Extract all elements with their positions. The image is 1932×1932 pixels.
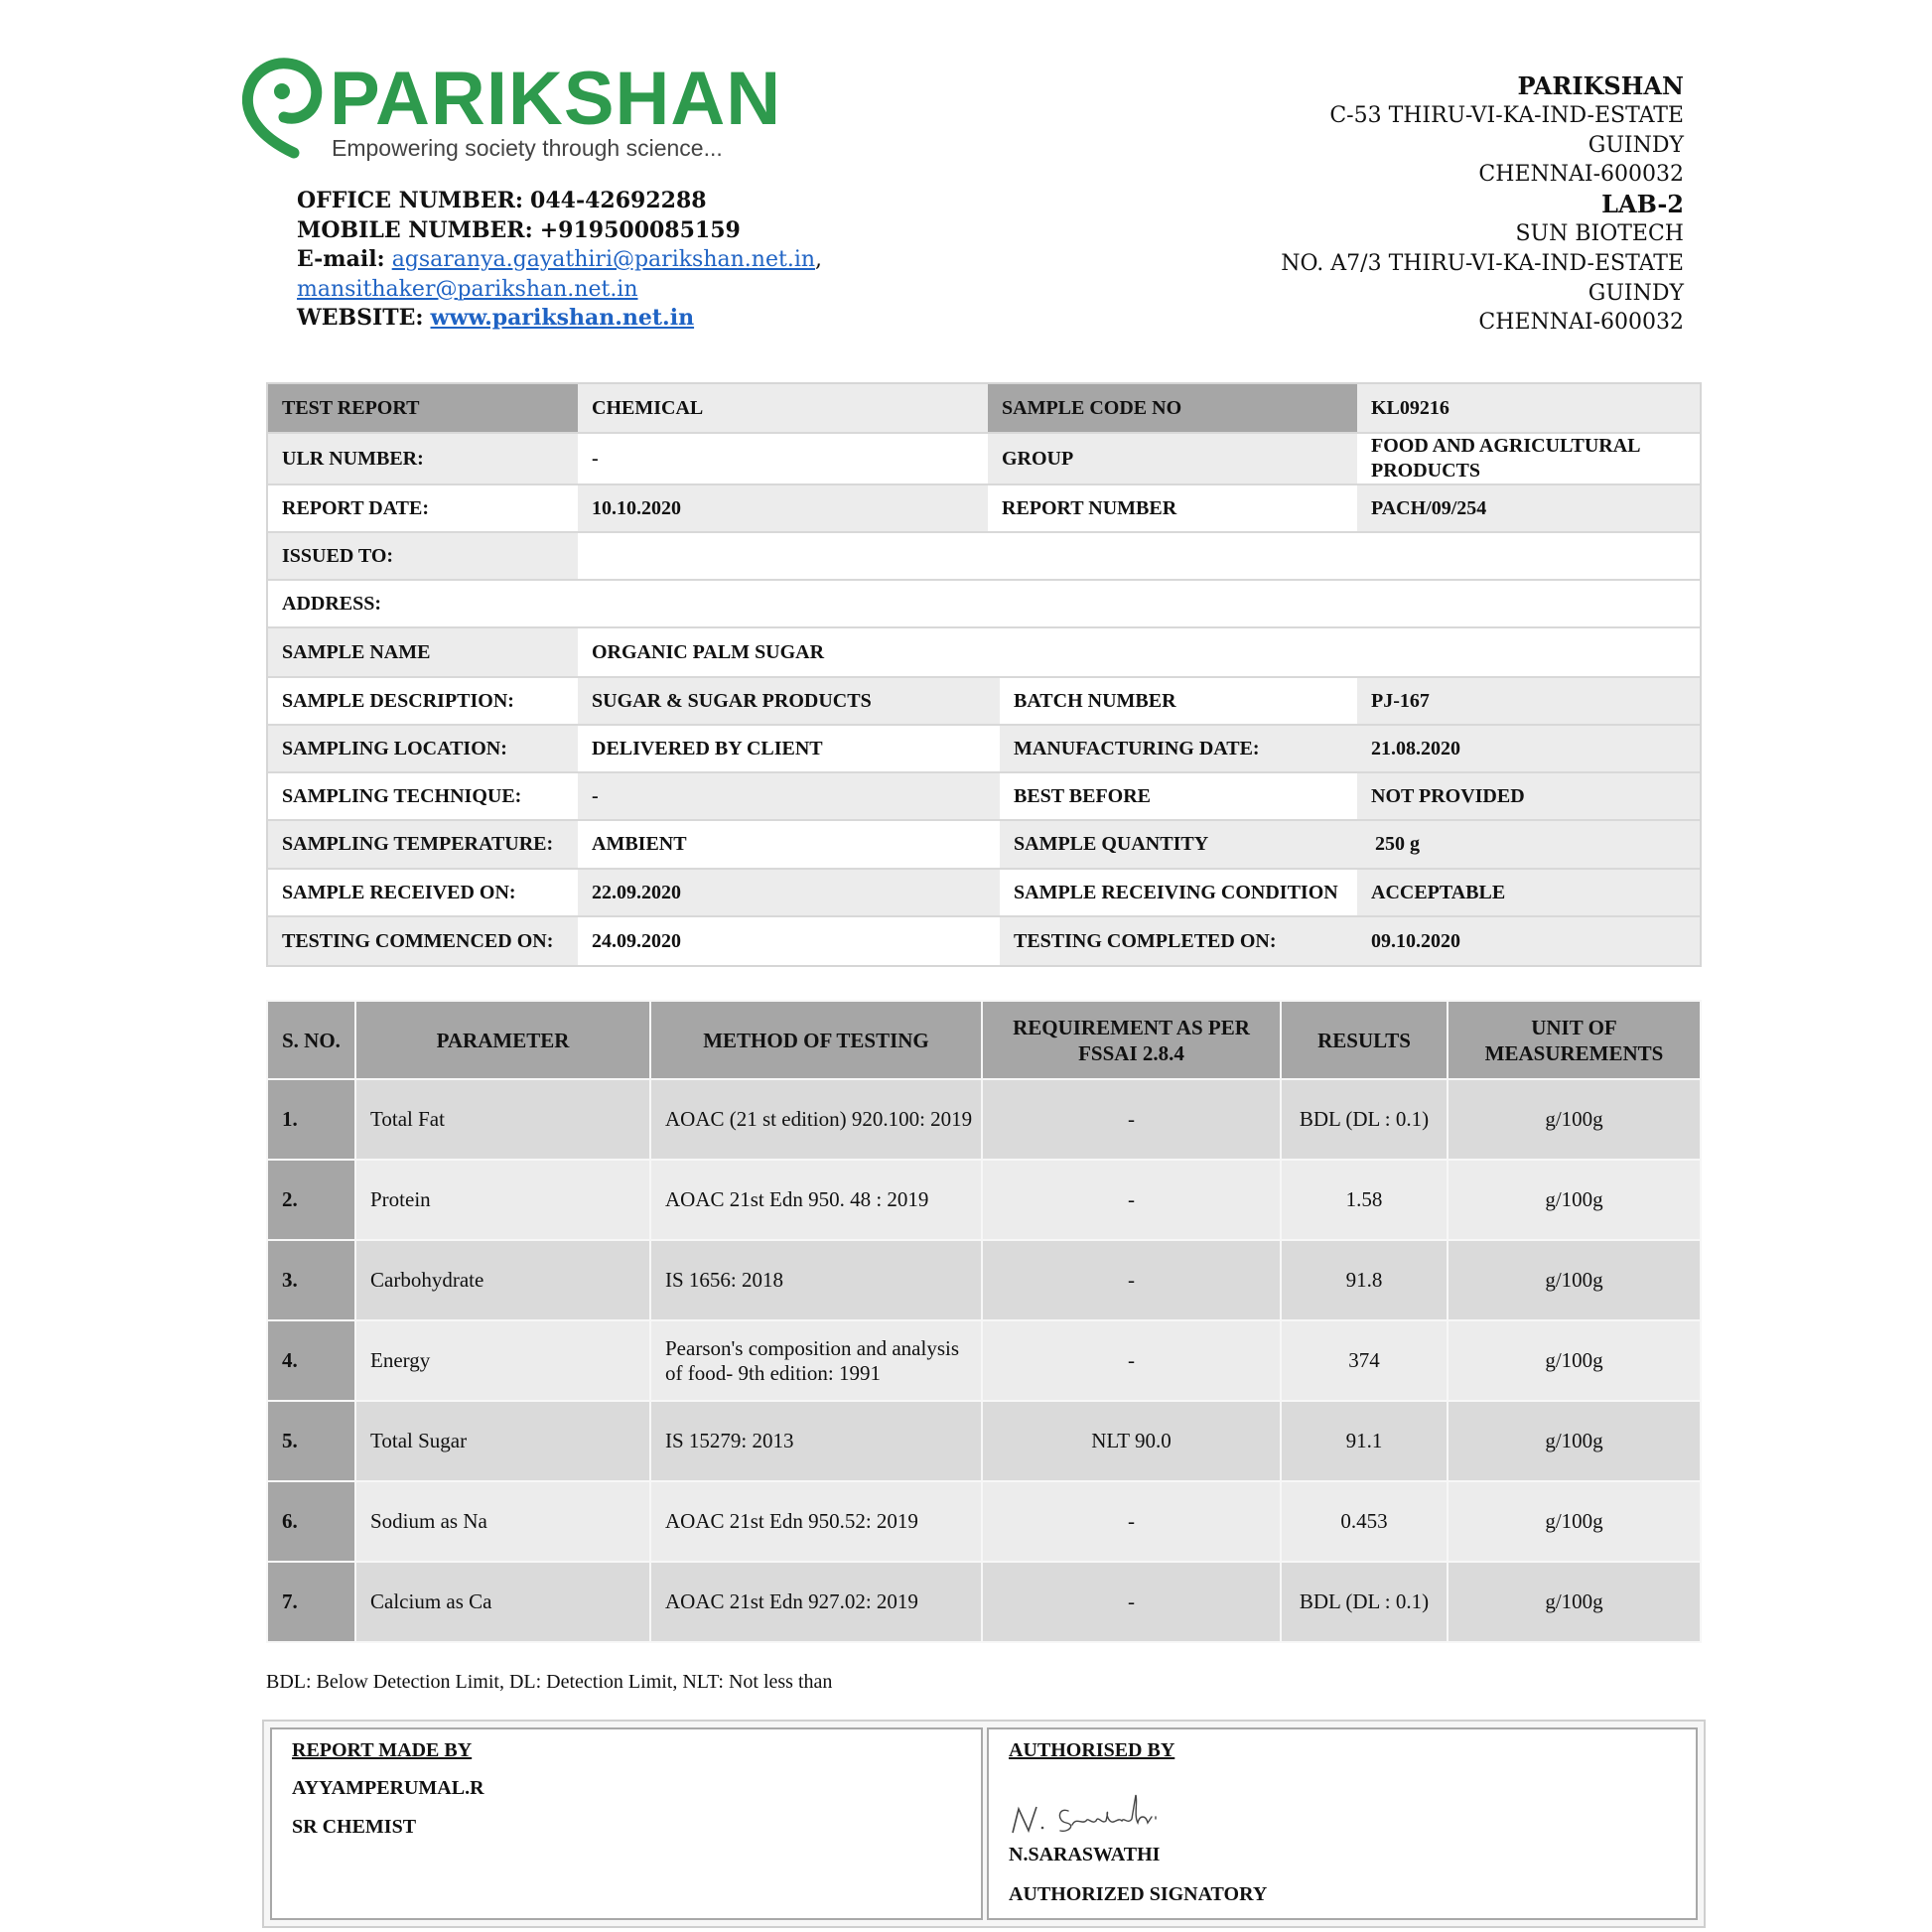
sample-received-value: 22.09.2020 <box>578 870 1000 915</box>
address-label: ADDRESS: <box>268 581 578 626</box>
batch-number-value: PJ-167 <box>1357 678 1700 724</box>
sample-description-label: SAMPLE DESCRIPTION: <box>268 678 578 724</box>
cell-unit: g/100g <box>1448 1562 1701 1642</box>
sample-quantity-value: 250 g <box>1357 821 1700 868</box>
report-made-by-title: SR CHEMIST <box>292 1816 417 1838</box>
best-before-label: BEST BEFORE <box>1000 773 1357 819</box>
cell-result: BDL (DL : 0.1) <box>1281 1079 1448 1160</box>
cell-requirement: - <box>982 1079 1281 1160</box>
cell-sno: 3. <box>267 1240 355 1320</box>
report-made-by-cell <box>270 1727 983 1920</box>
cell-requirement: - <box>982 1562 1281 1642</box>
testing-completed-label: TESTING COMPLETED ON: <box>1000 917 1357 965</box>
test-results-table <box>266 1000 1702 1643</box>
cell-requirement: NLT 90.0 <box>982 1401 1281 1481</box>
info-row <box>268 724 1700 771</box>
sample-name-label: SAMPLE NAME <box>268 628 578 676</box>
cell-method: IS 15279: 2013 <box>650 1401 982 1481</box>
office-number-label: OFFICE NUMBER: <box>297 188 524 213</box>
sampling-location-value: DELIVERED BY CLIENT <box>578 726 1000 771</box>
results-row <box>267 1320 1701 1401</box>
cell-sno: 1. <box>267 1079 355 1160</box>
report-date-value: 10.10.2020 <box>578 485 988 531</box>
email-link-2[interactable]: mansithaker@parikshan.net.in <box>297 276 638 302</box>
issued-to-value <box>578 533 1700 579</box>
results-row <box>267 1401 1701 1481</box>
cell-method: AOAC (21 st edition) 920.100: 2019 <box>650 1079 982 1160</box>
results-row <box>267 1562 1701 1642</box>
lab-address-block <box>1281 71 1684 338</box>
sample-code-value: KL09216 <box>1357 384 1700 432</box>
email-line-2 <box>297 275 822 305</box>
sampling-technique-value: - <box>578 773 1000 819</box>
lab2-address-line: NO. A7/3 THIRU-VI-KA-IND-ESTATE <box>1281 250 1684 276</box>
cell-method: IS 1656: 2018 <box>650 1240 982 1320</box>
lab1-address-line: CHENNAI-600032 <box>1478 162 1684 188</box>
sample-description-value: SUGAR & SUGAR PRODUCTS <box>578 678 1000 724</box>
cell-sno: 4. <box>267 1320 355 1401</box>
authorised-by-title: AUTHORIZED SIGNATORY <box>1009 1883 1268 1905</box>
cell-sno: 2. <box>267 1160 355 1240</box>
cell-parameter: Sodium as Na <box>355 1481 650 1562</box>
cell-requirement: - <box>982 1240 1281 1320</box>
info-row <box>268 676 1700 724</box>
cell-method: Pearson's composition and analysis of food- 9th edition: 1991 <box>650 1320 982 1401</box>
results-row <box>267 1079 1701 1160</box>
cell-unit: g/100g <box>1448 1079 1701 1160</box>
email-line <box>297 245 822 275</box>
testing-completed-value: 09.10.2020 <box>1357 917 1700 965</box>
results-row <box>267 1160 1701 1240</box>
lab1-name: PARIKSHAN <box>1517 71 1684 100</box>
info-row <box>268 819 1700 868</box>
cell-parameter: Energy <box>355 1320 650 1401</box>
email-label: E-mail: <box>297 246 385 272</box>
website-label: WEBSITE: <box>297 305 424 331</box>
sample-quantity-label: SAMPLE QUANTITY <box>1000 821 1357 868</box>
cell-requirement: - <box>982 1160 1281 1240</box>
test-report-value: CHEMICAL <box>578 384 988 432</box>
cell-unit: g/100g <box>1448 1401 1701 1481</box>
cell-result: BDL (DL : 0.1) <box>1281 1562 1448 1642</box>
email-separator: , <box>815 247 823 272</box>
col-header-results: RESULTS <box>1281 1001 1448 1079</box>
logo-tagline: Empowering society through science... <box>332 135 723 161</box>
mobile-number-label: MOBILE NUMBER: <box>297 216 533 243</box>
cell-result: 91.1 <box>1281 1401 1448 1481</box>
abbreviations-footnote: BDL: Below Detection Limit, DL: Detection Limit, NLT: Not less than <box>266 1671 833 1693</box>
info-row <box>268 868 1700 915</box>
cell-result: 0.453 <box>1281 1481 1448 1562</box>
info-row <box>268 531 1700 579</box>
cell-parameter: Protein <box>355 1160 650 1240</box>
manufacturing-date-value: 21.08.2020 <box>1357 726 1700 771</box>
lab2-address-line: CHENNAI-600032 <box>1478 310 1684 336</box>
col-header-method: METHOD OF TESTING <box>650 1001 982 1079</box>
ulr-number-label: ULR NUMBER: <box>268 434 578 483</box>
testing-commenced-value: 24.09.2020 <box>578 917 1000 965</box>
manufacturing-date-label: MANUFACTURING DATE: <box>1000 726 1357 771</box>
contact-block <box>297 187 822 334</box>
sampling-temperature-label: SAMPLING TEMPERATURE: <box>268 821 578 868</box>
lab2-address-line: SUN BIOTECH <box>1515 220 1684 246</box>
cell-parameter: Total Fat <box>355 1079 650 1160</box>
lab2-address-line: GUINDY <box>1587 280 1684 306</box>
cell-result: 374 <box>1281 1320 1448 1401</box>
info-row <box>268 432 1700 483</box>
email-link-1[interactable]: agsaranya.gayathiri@parikshan.net.in <box>391 247 816 272</box>
cell-result: 91.8 <box>1281 1240 1448 1320</box>
authorised-by-cell <box>987 1727 1698 1920</box>
signature-box <box>262 1720 1706 1928</box>
cell-unit: g/100g <box>1448 1320 1701 1401</box>
info-row <box>268 771 1700 819</box>
sample-received-label: SAMPLE RECEIVED ON: <box>268 870 578 915</box>
lab1-address-line: GUINDY <box>1587 132 1684 158</box>
sample-name-value: ORGANIC PALM SUGAR <box>578 628 1700 676</box>
cell-method: AOAC 21st Edn 950. 48 : 2019 <box>650 1160 982 1240</box>
cell-requirement: - <box>982 1481 1281 1562</box>
cell-parameter: Total Sugar <box>355 1401 650 1481</box>
cell-method: AOAC 21st Edn 950.52: 2019 <box>650 1481 982 1562</box>
company-logo <box>242 57 782 167</box>
sample-code-label: SAMPLE CODE NO <box>988 384 1357 432</box>
cell-parameter: Carbohydrate <box>355 1240 650 1320</box>
cell-result: 1.58 <box>1281 1160 1448 1240</box>
mobile-number-value: +919500085159 <box>539 216 741 243</box>
col-header-unit: UNIT OF MEASUREMENTS <box>1448 1001 1701 1079</box>
authorised-by-name: N.SARASWATHI <box>1009 1844 1161 1865</box>
receiving-condition-value: ACCEPTABLE <box>1357 870 1700 915</box>
results-row <box>267 1240 1701 1320</box>
lab1-address-line: C-53 THIRU-VI-KA-IND-ESTATE <box>1329 102 1684 128</box>
cell-parameter: Calcium as Ca <box>355 1562 650 1642</box>
cell-method: AOAC 21st Edn 927.02: 2019 <box>650 1562 982 1642</box>
report-info-table <box>266 382 1702 967</box>
address-value <box>578 581 1700 626</box>
cell-sno: 7. <box>267 1562 355 1642</box>
col-header-requirement: REQUIREMENT AS PER FSSAI 2.8.4 <box>982 1001 1281 1079</box>
info-row <box>268 626 1700 676</box>
cell-sno: 6. <box>267 1481 355 1562</box>
cell-unit: g/100g <box>1448 1160 1701 1240</box>
report-number-label: REPORT NUMBER <box>988 485 1357 531</box>
group-value: FOOD AND AGRICULTURAL PRODUCTS <box>1357 434 1700 483</box>
cell-unit: g/100g <box>1448 1240 1701 1320</box>
cell-requirement: - <box>982 1320 1281 1401</box>
info-row <box>268 579 1700 626</box>
cell-unit: g/100g <box>1448 1481 1701 1562</box>
col-header-parameter: PARAMETER <box>355 1001 650 1079</box>
sampling-technique-label: SAMPLING TECHNIQUE: <box>268 773 578 819</box>
test-report-label: TEST REPORT <box>268 384 578 432</box>
report-made-by-heading: REPORT MADE BY <box>292 1739 473 1761</box>
issued-to-label: ISSUED TO: <box>268 533 578 579</box>
report-date-label: REPORT DATE: <box>268 485 578 531</box>
testing-commenced-label: TESTING COMMENCED ON: <box>268 917 578 965</box>
group-label: GROUP <box>988 434 1357 483</box>
logo-wordmark: PARIKSHAN <box>330 57 782 141</box>
info-row <box>268 483 1700 531</box>
office-number-value: 044-42692288 <box>530 188 707 213</box>
lab2-name: LAB-2 <box>1601 190 1684 219</box>
results-row <box>267 1481 1701 1562</box>
website-line <box>297 304 822 334</box>
col-header-sno: S. NO. <box>267 1001 355 1079</box>
office-number-line <box>297 187 822 216</box>
handwritten-signature-icon <box>1007 1781 1205 1841</box>
best-before-value: NOT PROVIDED <box>1357 773 1700 819</box>
website-link[interactable]: www.parikshan.net.in <box>430 305 695 331</box>
parikshan-p-logo-icon <box>242 58 324 167</box>
cell-sno: 5. <box>267 1401 355 1481</box>
ulr-number-value: - <box>578 434 988 483</box>
mobile-number-line <box>297 216 822 246</box>
sampling-temperature-value: AMBIENT <box>578 821 1000 868</box>
report-made-by-name: AYYAMPERUMAL.R <box>292 1777 484 1799</box>
batch-number-label: BATCH NUMBER <box>1000 678 1357 724</box>
receiving-condition-label: SAMPLE RECEIVING CONDITION <box>1000 870 1357 915</box>
report-number-value: PACH/09/254 <box>1357 485 1700 531</box>
authorised-by-heading: AUTHORISED BY <box>1009 1739 1175 1761</box>
sampling-location-label: SAMPLING LOCATION: <box>268 726 578 771</box>
info-row <box>268 384 1700 432</box>
info-row <box>268 915 1700 965</box>
results-header-row <box>267 1001 1701 1079</box>
